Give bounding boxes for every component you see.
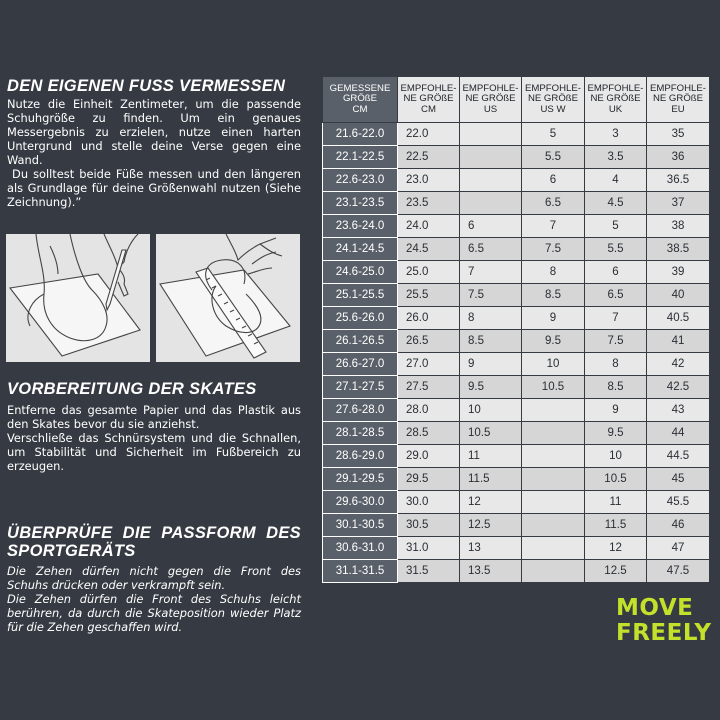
table-cell: 8 xyxy=(585,353,647,376)
table-row xyxy=(323,399,710,422)
measured-size-cell: 29.6-30.0 xyxy=(323,491,398,514)
section-body-fit xyxy=(7,564,301,634)
column-header-line: CM xyxy=(421,103,436,115)
measured-size-cell: 23.6-24.0 xyxy=(323,215,398,238)
table-cell: 43 xyxy=(647,399,710,422)
table-cell: 13 xyxy=(460,537,522,560)
column-header-line: NE GRÖßE xyxy=(590,93,641,105)
table-cell: 31.5 xyxy=(398,560,460,583)
measured-size-cell: 26.1-26.5 xyxy=(323,330,398,353)
measured-size-cell: 30.6-31.0 xyxy=(323,537,398,560)
table-cell: 12 xyxy=(460,491,522,514)
measured-size-cell: 23.1-23.5 xyxy=(323,192,398,215)
table-row xyxy=(323,353,710,376)
table-row xyxy=(323,192,710,215)
fit-paragraph-2: Die Zehen dürfen die Front des Schuhs leicht berühren, da durch die Skateposition wieder Platz für die Zehen geschaffen wird. xyxy=(7,592,301,634)
table-cell: 3 xyxy=(585,123,647,146)
table-cell: 9.5 xyxy=(522,330,585,353)
column-header-line: EMPFOHLE- xyxy=(462,82,519,94)
table-cell: 38 xyxy=(647,215,710,238)
fit-title-line-1: ÜBERPRÜFE DIE PASSFORM DES xyxy=(7,524,301,542)
table-cell: 4 xyxy=(585,169,647,192)
column-header-line: EMPFOHLE- xyxy=(650,82,706,94)
table-cell: 11 xyxy=(460,445,522,468)
measured-size-cell: 25.1-25.5 xyxy=(323,284,398,307)
table-row xyxy=(323,376,710,399)
column-header-line: GEMESSENE xyxy=(329,82,391,94)
table-cell: 45.5 xyxy=(647,491,710,514)
logo-line-2: FREELY xyxy=(616,620,712,646)
table-row xyxy=(323,445,710,468)
table-cell: 7.5 xyxy=(585,330,647,353)
table-cell: 13.5 xyxy=(460,560,522,583)
table-cell: 7.5 xyxy=(460,284,522,307)
measured-size-cell: 31.1-31.5 xyxy=(323,560,398,583)
table-cell: 42.5 xyxy=(647,376,710,399)
column-header-line: CM xyxy=(352,103,368,115)
table-cell: 26.5 xyxy=(398,330,460,353)
table-cell: 28.0 xyxy=(398,399,460,422)
fit-title-line-2: SPORTGERÄTS xyxy=(7,542,136,560)
table-cell: 29.0 xyxy=(398,445,460,468)
table-cell: 30.5 xyxy=(398,514,460,537)
table-cell: 5 xyxy=(585,215,647,238)
table-row xyxy=(323,146,710,169)
measured-size-cell: 24.1-24.5 xyxy=(323,238,398,261)
table-cell xyxy=(522,560,585,583)
table-cell: 9.5 xyxy=(460,376,522,399)
foot-measuring-ruler-illustration xyxy=(156,234,300,362)
table-cell: 26.0 xyxy=(398,307,460,330)
table-cell: 9.5 xyxy=(585,422,647,445)
table-cell xyxy=(460,146,522,169)
table-cell: 10.5 xyxy=(522,376,585,399)
table-cell: 40 xyxy=(647,284,710,307)
table-cell: 24.0 xyxy=(398,215,460,238)
table-cell: 8.5 xyxy=(522,284,585,307)
column-header-line: US xyxy=(483,103,498,115)
table-cell: 8 xyxy=(522,261,585,284)
size-chart-table xyxy=(322,76,710,583)
table-cell: 5.5 xyxy=(522,146,585,169)
table-cell: 44.5 xyxy=(647,445,710,468)
foot-measuring-pen-illustration xyxy=(6,234,150,362)
table-cell: 10.5 xyxy=(585,468,647,491)
logo-line-1: MOVE xyxy=(616,595,694,621)
table-cell: 35 xyxy=(647,123,710,146)
column-header-line: EMPFOHLE- xyxy=(587,82,644,94)
column-header-0 xyxy=(323,77,398,123)
table-cell: 11.5 xyxy=(460,468,522,491)
table-cell: 25.5 xyxy=(398,284,460,307)
table-cell: 36.5 xyxy=(647,169,710,192)
table-cell: 23.5 xyxy=(398,192,460,215)
table-row xyxy=(323,422,710,445)
table-cell: 31.0 xyxy=(398,537,460,560)
prepare-paragraph-2: Verschließe das Schnürsystem und die Schnallen, um Stabilität und Sicherheit im Fußbereich zu erzeugen. xyxy=(7,431,301,473)
prepare-paragraph-1: Entferne das gesamte Papier und das Plastik aus den Skates bevor du sie anziehst. xyxy=(7,403,301,431)
table-row xyxy=(323,215,710,238)
table-cell: 3.5 xyxy=(585,146,647,169)
column-header-2 xyxy=(460,77,522,123)
table-cell: 6.5 xyxy=(585,284,647,307)
table-cell: 11 xyxy=(585,491,647,514)
measured-size-cell: 26.6-27.0 xyxy=(323,353,398,376)
column-header-line: UK xyxy=(608,103,623,115)
column-header-line: NE GRÖßE xyxy=(652,93,704,105)
table-cell: 11.5 xyxy=(585,514,647,537)
table-cell: 8.5 xyxy=(585,376,647,399)
table-cell: 24.5 xyxy=(398,238,460,261)
table-cell: 29.5 xyxy=(398,468,460,491)
column-header-line: GRÖßE xyxy=(342,93,378,105)
table-cell: 12 xyxy=(585,537,647,560)
column-header-3 xyxy=(522,77,585,123)
table-cell: 10 xyxy=(522,353,585,376)
column-header-line: NE GRÖßE xyxy=(403,93,454,105)
table-row xyxy=(323,169,710,192)
table-row xyxy=(323,514,710,537)
table-row xyxy=(323,238,710,261)
table-cell xyxy=(522,445,585,468)
table-row xyxy=(323,330,710,353)
table-cell: 40.5 xyxy=(647,307,710,330)
table-cell: 12.5 xyxy=(460,514,522,537)
table-cell xyxy=(522,399,585,422)
table-cell: 38.5 xyxy=(647,238,710,261)
table-cell: 39 xyxy=(647,261,710,284)
table-cell: 6 xyxy=(522,169,585,192)
column-header-line: US W xyxy=(540,103,566,115)
table-cell: 27.5 xyxy=(398,376,460,399)
measured-size-cell: 30.1-30.5 xyxy=(323,514,398,537)
table-cell: 7.5 xyxy=(522,238,585,261)
table-cell xyxy=(460,169,522,192)
column-header-line: EU xyxy=(671,103,685,115)
table-row xyxy=(323,261,710,284)
section-body-prepare xyxy=(7,403,301,473)
measured-size-cell: 21.6-22.0 xyxy=(323,123,398,146)
table-cell: 4.5 xyxy=(585,192,647,215)
table-cell: 47 xyxy=(647,537,710,560)
section-title-fit xyxy=(7,524,301,560)
table-cell: 12.5 xyxy=(585,560,647,583)
measured-size-cell: 24.6-25.0 xyxy=(323,261,398,284)
fit-paragraph-1: Die Zehen dürfen nicht gegen die Front des Schuhs drücken oder verkrampft sein. xyxy=(7,564,301,592)
table-row xyxy=(323,123,710,146)
table-cell: 27.0 xyxy=(398,353,460,376)
section-body-measure xyxy=(7,97,305,209)
table-cell: 7 xyxy=(585,307,647,330)
table-row xyxy=(323,307,710,330)
column-header-1 xyxy=(398,77,460,123)
measured-size-cell: 28.6-29.0 xyxy=(323,445,398,468)
measured-size-cell: 29.1-29.5 xyxy=(323,468,398,491)
measure-paragraph-2: Du solltest beide Füße messen und den längeren als Grundlage für deine Größenwahl nutzen (Siehe Zeichnung).” xyxy=(7,167,305,209)
table-cell: 45 xyxy=(647,468,710,491)
table-row xyxy=(323,537,710,560)
table-cell: 6 xyxy=(460,215,522,238)
column-header-line: EMPFOHLE- xyxy=(525,82,581,94)
measured-size-cell: 27.6-28.0 xyxy=(323,399,398,422)
table-cell: 8 xyxy=(460,307,522,330)
table-cell xyxy=(522,422,585,445)
table-cell: 41 xyxy=(647,330,710,353)
measure-paragraph-1: Nutze die Einheit Zentimeter, um die passende Schuhgröße zu finden. Um ein genaues Messergebnis zu erzielen, nutze einen harten Untergrund und stelle deine Verse gegen eine Wand. xyxy=(7,97,301,167)
table-cell: 42 xyxy=(647,353,710,376)
measured-size-cell: 22.6-23.0 xyxy=(323,169,398,192)
table-cell: 5 xyxy=(522,123,585,146)
table-row xyxy=(323,468,710,491)
section-title-measure: DEN EIGENEN FUSS VERMESSEN xyxy=(7,77,286,95)
table-cell: 37 xyxy=(647,192,710,215)
table-cell: 9 xyxy=(460,353,522,376)
table-cell: 22.0 xyxy=(398,123,460,146)
table-row xyxy=(323,284,710,307)
table-cell: 7 xyxy=(460,261,522,284)
table-cell xyxy=(460,192,522,215)
table-row xyxy=(323,491,710,514)
table-cell: 46 xyxy=(647,514,710,537)
table-cell: 22.5 xyxy=(398,146,460,169)
column-header-line: NE GRÖßE xyxy=(527,93,579,105)
table-cell xyxy=(522,468,585,491)
column-header-4 xyxy=(585,77,647,123)
table-cell: 23.0 xyxy=(398,169,460,192)
table-cell: 7 xyxy=(522,215,585,238)
table-cell: 28.5 xyxy=(398,422,460,445)
table-cell: 6.5 xyxy=(522,192,585,215)
table-cell: 9 xyxy=(522,307,585,330)
table-header-row xyxy=(323,77,710,123)
table-cell xyxy=(522,514,585,537)
table-row xyxy=(323,560,710,583)
table-cell: 10 xyxy=(460,399,522,422)
measured-size-cell: 22.1-22.5 xyxy=(323,146,398,169)
table-cell: 10 xyxy=(585,445,647,468)
table-cell: 6.5 xyxy=(460,238,522,261)
table-cell: 47.5 xyxy=(647,560,710,583)
measured-size-cell: 25.6-26.0 xyxy=(323,307,398,330)
column-header-5 xyxy=(647,77,710,123)
table-cell xyxy=(522,537,585,560)
measured-size-cell: 27.1-27.5 xyxy=(323,376,398,399)
table-cell: 10.5 xyxy=(460,422,522,445)
section-title-prepare: VORBEREITUNG DER SKATES xyxy=(7,380,257,398)
table-cell: 44 xyxy=(647,422,710,445)
table-cell xyxy=(460,123,522,146)
table-cell: 8.5 xyxy=(460,330,522,353)
table-body xyxy=(323,123,710,583)
column-header-line: NE GRÖßE xyxy=(465,93,516,105)
table-cell: 30.0 xyxy=(398,491,460,514)
table-cell: 6 xyxy=(585,261,647,284)
column-header-line: EMPFOHLE- xyxy=(400,82,457,94)
table-cell: 36 xyxy=(647,146,710,169)
table-cell: 9 xyxy=(585,399,647,422)
move-freely-logo xyxy=(616,596,712,646)
table-cell: 25.0 xyxy=(398,261,460,284)
table-cell xyxy=(522,491,585,514)
measured-size-cell: 28.1-28.5 xyxy=(323,422,398,445)
table-cell: 5.5 xyxy=(585,238,647,261)
